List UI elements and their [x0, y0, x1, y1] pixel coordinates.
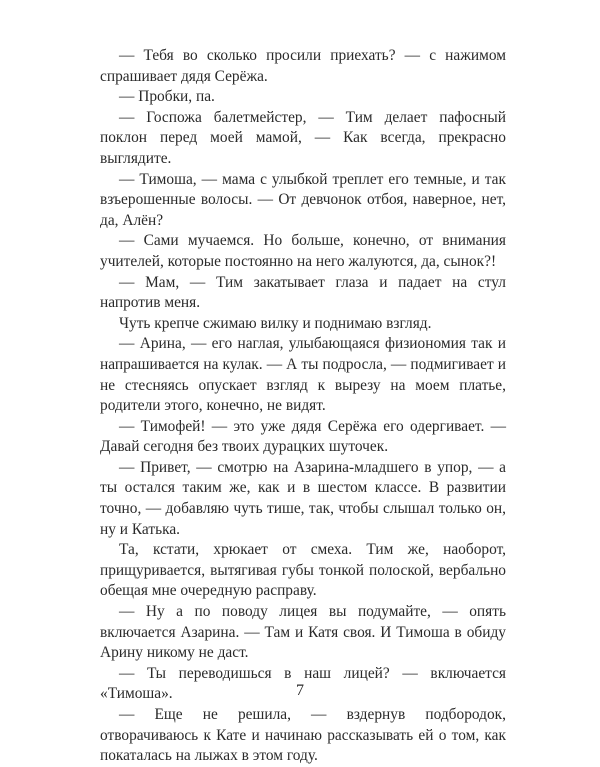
- paragraph: — Еще не решила, — вздернув подбородок, отворачиваюсь к Кате и начинаю рассказывать ей о том, как покаталась на лыжах в этом году.: [100, 706, 506, 765]
- paragraph: — Мам, — Тим закатывает глаза и падает на стул напротив меня.: [100, 273, 506, 312]
- body-text: [100, 46, 506, 767]
- paragraph: Та, кстати, хрюкает от смеха. Тим же, наоборот, прищуривается, вытягивая губы тонкой полоской, вербально обещая мне очередную расправу.: [100, 541, 506, 600]
- paragraph: — Арина, — его наглая, улыбающаяся физиономия так и напрашивается на кулак. — А ты подросла, — подмигивает и не стесняясь опускает взгляд к вырезу на моем платье, родители этого, конечно, не видят.: [100, 335, 506, 415]
- paragraph: Чуть крепче сжимаю вилку и поднимаю взгляд.: [119, 314, 432, 332]
- paragraph: — Тебя во сколько просили приехать? — с нажимом спрашивает дядя Серёжа.: [100, 47, 506, 85]
- page-number: 7: [296, 682, 304, 699]
- paragraph: — Тимоша, — мама с улыбкой треплет его темные, и так взъерошенные волосы. — От девчонок отбоя, наверное, нет, да, Алён?: [100, 170, 506, 229]
- paragraph: — Тимофей! — это уже дядя Серёжа его одергивает. — Давай сегодня без твоих дурацких шуточек.: [100, 417, 506, 456]
- paragraph: — Госпожа балетмейстер, — Тим делает пафосный поклон перед моей мамой, — Как всегда, прекрасно выглядите.: [100, 108, 506, 167]
- paragraph: — Привет, — смотрю на Азарина-младшего в упор, — а ты остался таким же, как и в шестом классе. В развитии точно, — добавляю чуть тише, так, чтобы слышал только он, ну и Катька.: [100, 458, 506, 538]
- paragraph: — Ну а по поводу лицея вы подумайте, — опять включается Азарина. — Там и Катя своя. И Тимоша в обиду Арину никому не даст.: [100, 603, 506, 662]
- paragraph: — Сами мучаемся. Но больше, конечно, от внимания учителей, которые постоянно на него жалуются, да, сынок?!: [100, 232, 506, 270]
- paragraph: — Ты переводишься в наш лицей? — включается «Тимоша».: [100, 664, 506, 703]
- paragraph: — Пробки, па.: [119, 88, 215, 106]
